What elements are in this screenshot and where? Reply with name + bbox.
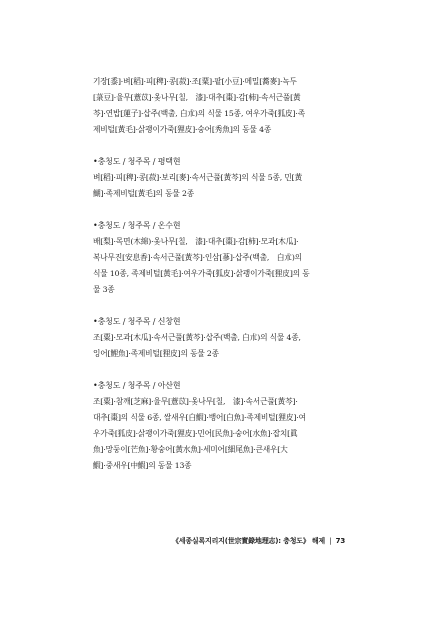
text-line: 물 3종: [93, 285, 115, 294]
section-sinchang: [93, 314, 361, 362]
text-line: 제비털[黃毛]·삵괭이가죽[狸皮]·숭어[秀魚]의 동물 4종: [93, 125, 272, 134]
text-line: 조[粟]·참깨[芝麻]·율무[薏苡]·옻나무[칠, 漆]·속서근풀[黃芩]·: [93, 397, 298, 406]
text-line: 벼[稻]·피[稗]·콩[菽]·보리[麥]·속서근풀[黃芩]의 식물 5종, 민[黃: [93, 173, 303, 182]
text-line: 식물 10종, 족제비털[黃毛]·여우가죽[狐皮]·삵괭이가죽[狸皮]의 동: [93, 269, 310, 278]
text-line: 芩]·연밥[蓮子]·삽주(백출, 白朮)의 식물 15종, 여우가죽[狐皮]·족: [93, 109, 305, 118]
text-line: 鰕]·중새우[中鰕]의 동물 13종: [93, 461, 192, 470]
section-pyeongtaek: [93, 154, 361, 202]
text-line: 대추[棗]의 식물 6종, 쌀새우[白鰕]·뱅어[白魚]·족제비털[狸皮]·여: [93, 413, 306, 422]
text-line: 魚]·망둥이[芒魚]·황숭어[黃水魚]·세미어[細尾魚]·큰새우[大: [93, 445, 288, 454]
footer-separator: |: [329, 537, 332, 545]
text-line: 복나무진[安息香]·속서근풀[黃芩]·인삼[蔘]·삽주(백출, 白朮)의: [93, 253, 302, 262]
intro-paragraph: [93, 74, 361, 138]
text-line: 잉어[鯉魚]·족제비털[狸皮]의 동물 2종: [93, 349, 219, 358]
section-heading: •충청도 / 청주목 / 아산현: [93, 381, 181, 390]
text-line: 기장[黍]·벼[稻]·피[稗]·콩[菽]·조[粟]·팥[小豆]·메밀[蕎麥]·녹두: [93, 77, 297, 86]
text-line: 배[梨]·목면(木綿)·옻나무[칠, 漆]·대추[棗]·감[柿]·모과[木瓜]·: [93, 237, 299, 246]
section-onsu: [93, 218, 361, 298]
page-body: [93, 74, 361, 490]
text-line: 조[粟]·모과[木瓜]·속서근풀[黃芩]·삽주(백출, 白朮)의 식물 4종,: [93, 333, 301, 342]
text-line: 우가죽[狐皮]·삵괭이가죽[狸皮]·민어[民魚]·숭어[水魚]·잡치[眞: [93, 429, 298, 438]
section-heading: •충청도 / 청주목 / 온수현: [93, 221, 181, 230]
page-number: 73: [335, 537, 345, 545]
text-line: [菉豆]·율무[薏苡]·옻나무[칠, 漆]·대추[棗]·감[柿]·속서근풀[黃: [93, 93, 301, 102]
section-asan: [93, 378, 361, 474]
text-line: 鰗]·족제비털[黃毛]의 동물 2종: [93, 189, 194, 198]
running-title: 《세종실록지리지(世宗實錄地理志): 충청도》 해제: [171, 537, 325, 545]
section-heading: •충청도 / 청주목 / 평택현: [93, 157, 181, 166]
section-heading: •충청도 / 청주목 / 신창현: [93, 317, 181, 326]
page-footer: [172, 536, 345, 546]
